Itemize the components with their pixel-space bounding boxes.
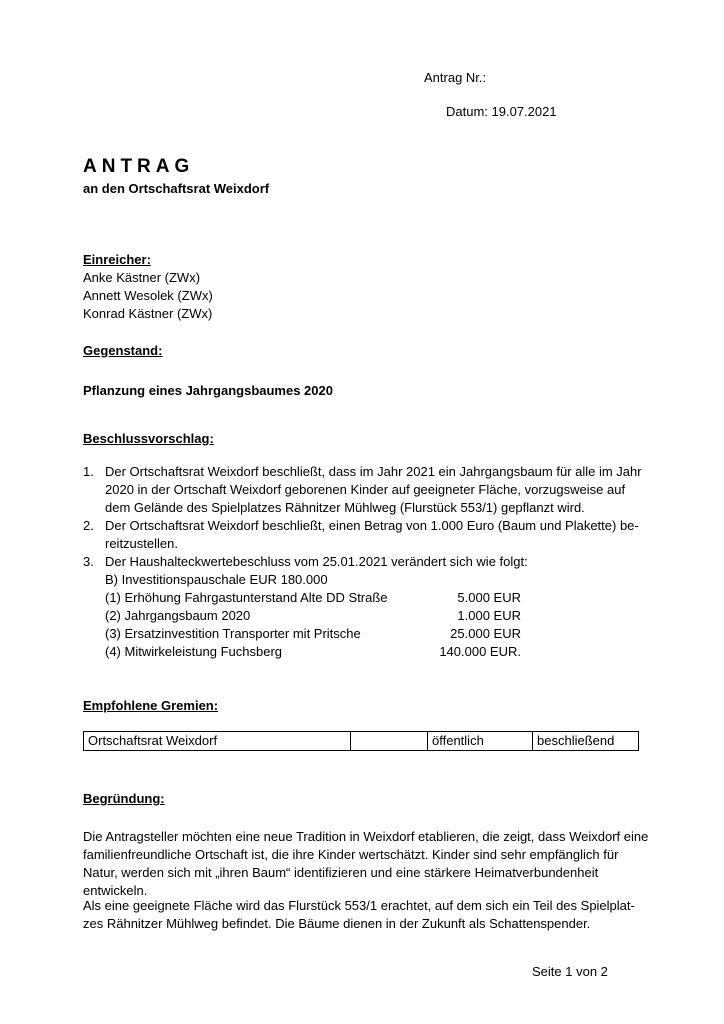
table-cell: beschließend [533,732,639,751]
einreicher-name: Anke Kästner (ZWx) [83,270,201,285]
beschlussvorschlag-heading: Beschlussvorschlag: [83,431,214,446]
budget-row [105,643,653,661]
page-number: Seite 1 von 2 [532,964,608,979]
document-title: ANTRAG [83,156,195,177]
document-subtitle: an den Ortschaftsrat Weixdorf [83,181,270,196]
item-number: 1. [83,464,94,479]
antrag-number-label: Antrag Nr.: [424,70,487,85]
einreicher-list [83,269,213,323]
item-text: Der Ortschaftsrat Weixdorf beschließt, dass im Jahr 2021 ein Jahrgangsbaum für alle im Jahr 2020 in der Ortschaft Weixdorf geborenen Kinder auf geeigneter Fläche, vorzugsweise auf dem Gelände des Spielplatzes Rähnitzer Mühlweg (Flurstück 553/1) gepflanzt wird. [105,464,642,515]
date-label: Datum: 19.07.2021 [446,104,557,119]
begruendung-paragraph: Als eine geeignete Fläche wird das Flurstück 553/1 erachtet, auf dem sich ein Teil des Spielplat- zes Rähnitzer Mühlweg befindet. Die Bäume dienen in der Zukunft als Schattenspender. [83,898,635,931]
table-row [84,732,639,751]
item-text: Der Ortschaftsrat Weixdorf beschließt, einen Betrag von 1.000 Euro (Baum und Plakette) be- reitzustellen. [105,518,639,551]
item-number: 2. [83,518,94,533]
budget-row [105,625,653,643]
gremien-heading: Empfohlene Gremien: [83,698,219,713]
budget-label: (3) Ersatzinvestition Transporter mit Pritsche [105,626,361,641]
item-text: Der Haushalteckwertebeschluss vom 25.01.2021 verändert sich wie folgt: [105,554,528,569]
budget-row [105,607,653,625]
beschluss-item [83,553,653,661]
beschluss-item [83,517,653,553]
begruendung-heading: Begründung: [83,791,165,806]
budget-label: (4) Mitwirkeleistung Fuchsberg [105,644,283,659]
budget-amount: 1.000 EUR [457,608,521,623]
begruendung-paragraph: Die Antragsteller möchten eine neue Tradition in Weixdorf etablieren, die zeigt, dass Weixdorf eine familienfreundliche Ortschaft ist, die ihre Kinder wertschätzt. Kinder sind sehr empfänglich für Natur, werden sich mit „ihren Baum“ identifizieren und eine stärkere Heimatverbundenheit entwickeln. [83,829,649,898]
table-cell [351,732,428,751]
einreicher-name: Annett Wesolek (ZWx) [83,288,213,303]
budget-label: (1) Erhöhung Fahrgastunterstand Alte DD Straße [105,590,388,605]
beschluss-item [83,463,653,517]
budget-label: (2) Jahrgangsbaum 2020 [105,608,251,623]
gegenstand-heading: Gegenstand: [83,343,163,358]
einreicher-heading: Einreicher: [83,252,151,267]
beschlussvorschlag-list [83,463,653,661]
item-number: 3. [83,554,94,569]
gegenstand-text: Pflanzung eines Jahrgangsbaumes 2020 [83,383,333,398]
budget-amount: 5.000 EUR [457,590,521,605]
budget-amount: 140.000 EUR. [439,644,521,659]
table-cell: Ortschaftsrat Weixdorf [84,732,351,751]
budget-heading: B) Investitionspauschale EUR 180.000 [105,572,328,587]
budget-amount: 25.000 EUR [450,626,521,641]
einreicher-name: Konrad Kästner (ZWx) [83,306,213,321]
gremien-table [83,731,639,751]
budget-row [105,589,653,607]
table-cell: öffentlich [428,732,533,751]
